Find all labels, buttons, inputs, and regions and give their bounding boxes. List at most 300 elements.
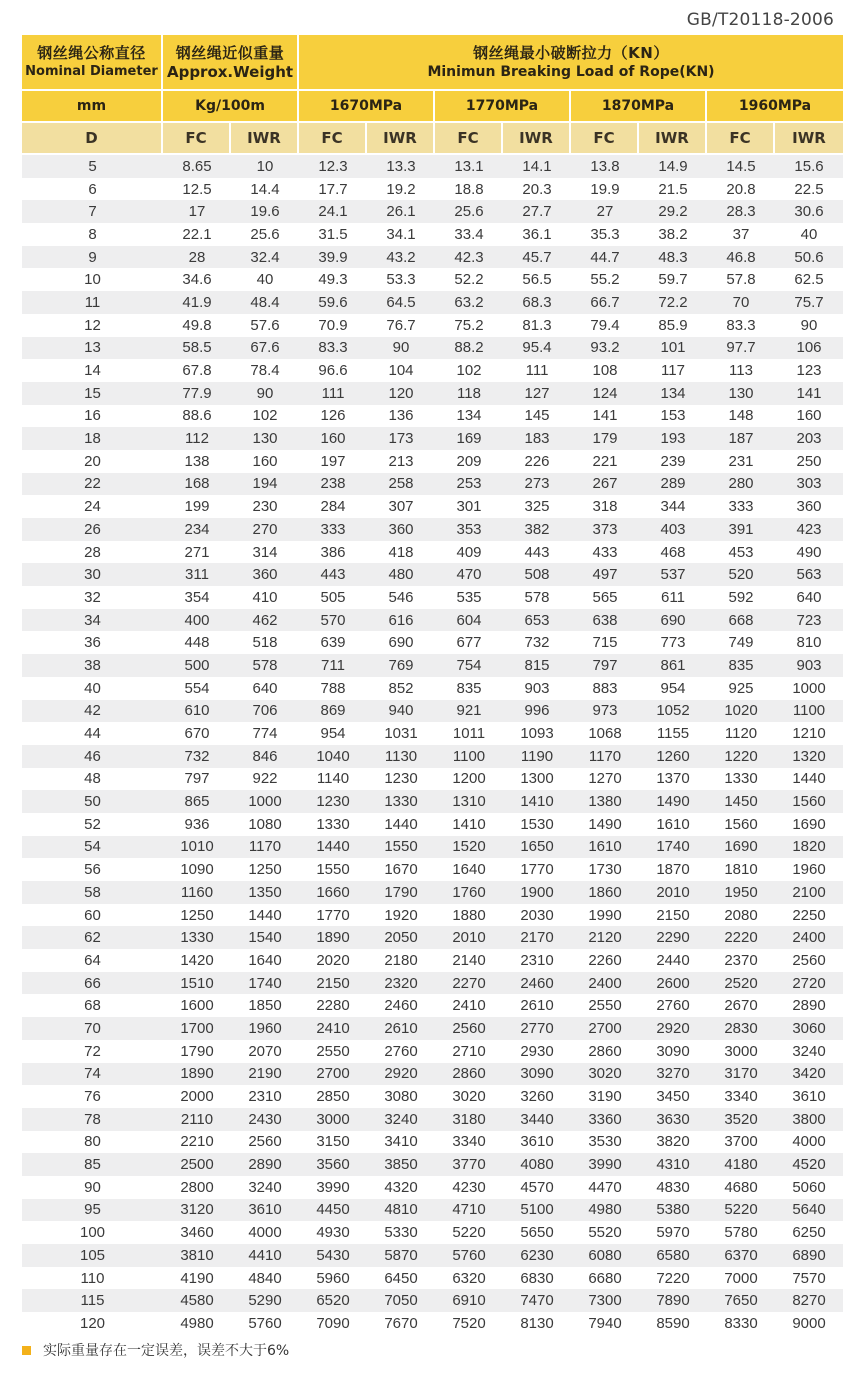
- value-cell: 2250: [775, 904, 843, 927]
- value-cell: 4520: [775, 1153, 843, 1176]
- value-cell: 70: [707, 291, 775, 314]
- value-cell: 3530: [571, 1131, 639, 1154]
- diameter-header-zh: 钢丝绳公称直径: [37, 44, 146, 62]
- diameter-cell: 110: [22, 1267, 163, 1290]
- value-cell: 183: [503, 427, 571, 450]
- value-cell: 2210: [163, 1131, 231, 1154]
- value-cell: 2170: [503, 926, 571, 949]
- value-cell: 639: [299, 631, 367, 654]
- value-cell: 1790: [163, 1040, 231, 1063]
- value-cell: 1440: [231, 904, 299, 927]
- value-cell: 1880: [435, 904, 503, 927]
- table-body: [22, 155, 843, 1335]
- diameter-cell: 52: [22, 813, 163, 836]
- value-cell: 5220: [707, 1199, 775, 1222]
- value-cell: 2110: [163, 1108, 231, 1131]
- value-cell: 33.4: [435, 223, 503, 246]
- value-cell: 1440: [299, 836, 367, 859]
- value-cell: 303: [775, 473, 843, 496]
- value-cell: 90: [775, 314, 843, 337]
- value-cell: 1270: [571, 768, 639, 791]
- value-cell: 1440: [367, 813, 435, 836]
- value-cell: 2050: [367, 926, 435, 949]
- value-cell: 1052: [639, 700, 707, 723]
- value-cell: 1250: [231, 858, 299, 881]
- value-cell: 3560: [299, 1153, 367, 1176]
- value-cell: 7050: [367, 1289, 435, 1312]
- value-cell: 1560: [707, 813, 775, 836]
- value-cell: 130: [707, 382, 775, 405]
- value-cell: 325: [503, 495, 571, 518]
- value-cell: 835: [435, 677, 503, 700]
- value-cell: 2860: [435, 1063, 503, 1086]
- value-cell: 2550: [571, 994, 639, 1017]
- value-cell: 27: [571, 200, 639, 223]
- value-cell: 46.8: [707, 246, 775, 269]
- value-cell: 314: [231, 541, 299, 564]
- value-cell: 592: [707, 586, 775, 609]
- value-cell: 2180: [367, 949, 435, 972]
- value-cell: 2020: [299, 949, 367, 972]
- value-cell: 1760: [435, 881, 503, 904]
- value-cell: 333: [299, 518, 367, 541]
- value-cell: 2560: [435, 1017, 503, 1040]
- value-cell: 410: [231, 586, 299, 609]
- value-cell: 4000: [231, 1221, 299, 1244]
- value-cell: 535: [435, 586, 503, 609]
- value-cell: 67.8: [163, 359, 231, 382]
- value-cell: 3240: [775, 1040, 843, 1063]
- value-cell: 2500: [163, 1153, 231, 1176]
- value-cell: 5650: [503, 1221, 571, 1244]
- value-cell: 35.3: [571, 223, 639, 246]
- col-weight-fc: FC: [163, 123, 231, 155]
- value-cell: 267: [571, 473, 639, 496]
- table-row: [22, 813, 843, 836]
- value-cell: 2460: [503, 972, 571, 995]
- diameter-cell: 18: [22, 427, 163, 450]
- value-cell: 34.1: [367, 223, 435, 246]
- value-cell: 6370: [707, 1244, 775, 1267]
- value-cell: 616: [367, 609, 435, 632]
- value-cell: 883: [571, 677, 639, 700]
- diameter-cell: 30: [22, 563, 163, 586]
- value-cell: 578: [503, 586, 571, 609]
- diameter-cell: 95: [22, 1199, 163, 1222]
- value-cell: 3630: [639, 1108, 707, 1131]
- value-cell: 1068: [571, 722, 639, 745]
- value-cell: 638: [571, 609, 639, 632]
- col-1960-iwr: IWR: [775, 123, 843, 155]
- value-cell: 3520: [707, 1108, 775, 1131]
- value-cell: 1960: [231, 1017, 299, 1040]
- table-row: [22, 858, 843, 881]
- table-row: [22, 768, 843, 791]
- value-cell: 230: [231, 495, 299, 518]
- value-cell: 537: [639, 563, 707, 586]
- value-cell: 1031: [367, 722, 435, 745]
- table-row: [22, 178, 843, 201]
- value-cell: 20.8: [707, 178, 775, 201]
- value-cell: 197: [299, 450, 367, 473]
- value-cell: 1510: [163, 972, 231, 995]
- value-cell: 40: [231, 268, 299, 291]
- value-cell: 301: [435, 495, 503, 518]
- value-cell: 2700: [571, 1017, 639, 1040]
- value-cell: 83.3: [707, 314, 775, 337]
- table-row: [22, 427, 843, 450]
- table-row: [22, 155, 843, 178]
- value-cell: 690: [639, 609, 707, 632]
- col-1770-iwr: IWR: [503, 123, 571, 155]
- value-cell: 289: [639, 473, 707, 496]
- value-cell: 160: [231, 450, 299, 473]
- table-row: [22, 631, 843, 654]
- diameter-cell: 62: [22, 926, 163, 949]
- table-row: [22, 563, 843, 586]
- value-cell: 2800: [163, 1176, 231, 1199]
- value-cell: 2400: [775, 926, 843, 949]
- value-cell: 29.2: [639, 200, 707, 223]
- value-cell: 138: [163, 450, 231, 473]
- diameter-cell: 20: [22, 450, 163, 473]
- value-cell: 148: [707, 405, 775, 428]
- value-cell: 1700: [163, 1017, 231, 1040]
- value-cell: 3820: [639, 1131, 707, 1154]
- value-cell: 43.2: [367, 246, 435, 269]
- col-d: D: [22, 123, 163, 155]
- value-cell: 3990: [299, 1176, 367, 1199]
- value-cell: 360: [775, 495, 843, 518]
- value-cell: 15.6: [775, 155, 843, 178]
- value-cell: 17: [163, 200, 231, 223]
- value-cell: 66.7: [571, 291, 639, 314]
- value-cell: 3990: [571, 1153, 639, 1176]
- diameter-cell: 5: [22, 155, 163, 178]
- value-cell: 1900: [503, 881, 571, 904]
- value-cell: 468: [639, 541, 707, 564]
- value-cell: 21.5: [639, 178, 707, 201]
- value-cell: 2150: [639, 904, 707, 927]
- value-cell: 3260: [503, 1085, 571, 1108]
- value-cell: 120: [367, 382, 435, 405]
- table-row: [22, 246, 843, 269]
- value-cell: 2370: [707, 949, 775, 972]
- col-1960-fc: FC: [707, 123, 775, 155]
- diameter-cell: 12: [22, 314, 163, 337]
- value-cell: 3850: [367, 1153, 435, 1176]
- value-cell: 443: [299, 563, 367, 586]
- value-cell: 418: [367, 541, 435, 564]
- value-cell: 1420: [163, 949, 231, 972]
- value-cell: 1410: [503, 790, 571, 813]
- grade-1960: 1960MPa: [707, 91, 843, 123]
- value-cell: 118: [435, 382, 503, 405]
- value-cell: 64.5: [367, 291, 435, 314]
- value-cell: 169: [435, 427, 503, 450]
- value-cell: 3270: [639, 1063, 707, 1086]
- diameter-cell: 44: [22, 722, 163, 745]
- value-cell: 39.9: [299, 246, 367, 269]
- value-cell: 1440: [775, 768, 843, 791]
- value-cell: 4980: [571, 1199, 639, 1222]
- value-cell: 77.9: [163, 382, 231, 405]
- value-cell: 1730: [571, 858, 639, 881]
- value-cell: 3090: [639, 1040, 707, 1063]
- value-cell: 3090: [503, 1063, 571, 1086]
- value-cell: 1230: [367, 768, 435, 791]
- diameter-cell: 24: [22, 495, 163, 518]
- value-cell: 12.3: [299, 155, 367, 178]
- value-cell: 1120: [707, 722, 775, 745]
- table-row: [22, 722, 843, 745]
- value-cell: 78.4: [231, 359, 299, 382]
- value-cell: 1000: [231, 790, 299, 813]
- value-cell: 4470: [571, 1176, 639, 1199]
- value-cell: 774: [231, 722, 299, 745]
- value-cell: 3190: [571, 1085, 639, 1108]
- value-cell: 123: [775, 359, 843, 382]
- value-cell: 13.8: [571, 155, 639, 178]
- value-cell: 42.3: [435, 246, 503, 269]
- value-cell: 1170: [571, 745, 639, 768]
- value-cell: 49.8: [163, 314, 231, 337]
- value-cell: 136: [367, 405, 435, 428]
- value-cell: 79.4: [571, 314, 639, 337]
- value-cell: 5970: [639, 1221, 707, 1244]
- value-cell: 2710: [435, 1040, 503, 1063]
- table-row: [22, 972, 843, 995]
- table-row: [22, 1221, 843, 1244]
- value-cell: 1160: [163, 881, 231, 904]
- diameter-cell: 15: [22, 382, 163, 405]
- value-cell: 250: [775, 450, 843, 473]
- table-row: [22, 745, 843, 768]
- value-cell: 1530: [503, 813, 571, 836]
- value-cell: 26.1: [367, 200, 435, 223]
- value-cell: 14.9: [639, 155, 707, 178]
- value-cell: 2070: [231, 1040, 299, 1063]
- value-cell: 2930: [503, 1040, 571, 1063]
- value-cell: 3180: [435, 1108, 503, 1131]
- table-row: [22, 654, 843, 677]
- diameter-cell: 38: [22, 654, 163, 677]
- value-cell: 6680: [571, 1267, 639, 1290]
- value-cell: 7650: [707, 1289, 775, 1312]
- value-cell: 2550: [299, 1040, 367, 1063]
- value-cell: 1080: [231, 813, 299, 836]
- value-cell: 113: [707, 359, 775, 382]
- value-cell: 9000: [775, 1312, 843, 1335]
- value-cell: 2320: [367, 972, 435, 995]
- value-cell: 554: [163, 677, 231, 700]
- value-cell: 4310: [639, 1153, 707, 1176]
- value-cell: 8.65: [163, 155, 231, 178]
- value-cell: 57.8: [707, 268, 775, 291]
- table-row: [22, 223, 843, 246]
- value-cell: 8130: [503, 1312, 571, 1335]
- value-cell: 59.6: [299, 291, 367, 314]
- value-cell: 448: [163, 631, 231, 654]
- value-cell: 1960: [775, 858, 843, 881]
- value-cell: 19.6: [231, 200, 299, 223]
- value-cell: 797: [163, 768, 231, 791]
- value-cell: 19.9: [571, 178, 639, 201]
- value-cell: 160: [299, 427, 367, 450]
- value-cell: 1190: [503, 745, 571, 768]
- value-cell: 1140: [299, 768, 367, 791]
- value-cell: 903: [775, 654, 843, 677]
- value-cell: 2560: [775, 949, 843, 972]
- value-cell: 102: [231, 405, 299, 428]
- table-row: [22, 1040, 843, 1063]
- col-1670-iwr: IWR: [367, 123, 435, 155]
- value-cell: 75.7: [775, 291, 843, 314]
- value-cell: 5640: [775, 1199, 843, 1222]
- value-cell: 480: [367, 563, 435, 586]
- value-cell: 5330: [367, 1221, 435, 1244]
- value-cell: 815: [503, 654, 571, 677]
- diameter-cell: 58: [22, 881, 163, 904]
- value-cell: 7570: [775, 1267, 843, 1290]
- value-cell: 3450: [639, 1085, 707, 1108]
- value-cell: 95.4: [503, 337, 571, 360]
- diameter-header: [22, 35, 163, 91]
- value-cell: 12.5: [163, 178, 231, 201]
- value-cell: 373: [571, 518, 639, 541]
- value-cell: 28: [163, 246, 231, 269]
- value-cell: 203: [775, 427, 843, 450]
- value-cell: 5060: [775, 1176, 843, 1199]
- value-cell: 36.1: [503, 223, 571, 246]
- note-bullet-icon: [22, 1346, 31, 1355]
- diameter-cell: 46: [22, 745, 163, 768]
- value-cell: 4190: [163, 1267, 231, 1290]
- table-row: [22, 1176, 843, 1199]
- diameter-cell: 66: [22, 972, 163, 995]
- value-cell: 344: [639, 495, 707, 518]
- value-cell: 670: [163, 722, 231, 745]
- value-cell: 354: [163, 586, 231, 609]
- value-cell: 141: [775, 382, 843, 405]
- value-cell: 1920: [367, 904, 435, 927]
- value-cell: 234: [163, 518, 231, 541]
- value-cell: 134: [435, 405, 503, 428]
- value-cell: 85.9: [639, 314, 707, 337]
- value-cell: 231: [707, 450, 775, 473]
- value-cell: 5870: [367, 1244, 435, 1267]
- value-cell: 127: [503, 382, 571, 405]
- value-cell: 1990: [571, 904, 639, 927]
- footnote-text: 实际重量存在一定误差，误差不大于6%: [43, 1343, 290, 1359]
- table-row: [22, 1063, 843, 1086]
- value-cell: 81.3: [503, 314, 571, 337]
- value-cell: 130: [231, 427, 299, 450]
- value-cell: 677: [435, 631, 503, 654]
- value-cell: 3420: [775, 1063, 843, 1086]
- value-cell: 1040: [299, 745, 367, 768]
- value-cell: 6230: [503, 1244, 571, 1267]
- value-cell: 706: [231, 700, 299, 723]
- value-cell: 1000: [775, 677, 843, 700]
- value-cell: 773: [639, 631, 707, 654]
- table-row: [22, 1153, 843, 1176]
- value-cell: 1300: [503, 768, 571, 791]
- value-cell: 68.3: [503, 291, 571, 314]
- value-cell: 546: [367, 586, 435, 609]
- diameter-cell: 36: [22, 631, 163, 654]
- table-row: [22, 609, 843, 632]
- value-cell: 391: [707, 518, 775, 541]
- value-cell: 578: [231, 654, 299, 677]
- table-row: [22, 473, 843, 496]
- table-row: [22, 1312, 843, 1335]
- diameter-cell: 8: [22, 223, 163, 246]
- value-cell: 1155: [639, 722, 707, 745]
- diameter-cell: 120: [22, 1312, 163, 1335]
- value-cell: 83.3: [299, 337, 367, 360]
- value-cell: 7940: [571, 1312, 639, 1335]
- diameter-cell: 60: [22, 904, 163, 927]
- footnote: [22, 1340, 289, 1360]
- value-cell: 3000: [707, 1040, 775, 1063]
- value-cell: 3410: [367, 1131, 435, 1154]
- value-cell: 45.7: [503, 246, 571, 269]
- value-cell: 6450: [367, 1267, 435, 1290]
- value-cell: 1610: [571, 836, 639, 859]
- value-cell: 869: [299, 700, 367, 723]
- value-cell: 423: [775, 518, 843, 541]
- value-cell: 563: [775, 563, 843, 586]
- diameter-cell: 85: [22, 1153, 163, 1176]
- value-cell: 1350: [231, 881, 299, 904]
- value-cell: 3150: [299, 1131, 367, 1154]
- col-1870-fc: FC: [571, 123, 639, 155]
- table-row: [22, 495, 843, 518]
- diameter-cell: 42: [22, 700, 163, 723]
- value-cell: 1320: [775, 745, 843, 768]
- value-cell: 1200: [435, 768, 503, 791]
- value-cell: 497: [571, 563, 639, 586]
- value-cell: 1850: [231, 994, 299, 1017]
- value-cell: 2030: [503, 904, 571, 927]
- value-cell: 788: [299, 677, 367, 700]
- weight-header: [163, 35, 299, 91]
- value-cell: 723: [775, 609, 843, 632]
- value-cell: 2440: [639, 949, 707, 972]
- table-row: [22, 337, 843, 360]
- value-cell: 70.9: [299, 314, 367, 337]
- value-cell: 63.2: [435, 291, 503, 314]
- value-cell: 67.6: [231, 337, 299, 360]
- value-cell: 93.2: [571, 337, 639, 360]
- value-cell: 3240: [367, 1108, 435, 1131]
- table-row: [22, 1108, 843, 1131]
- value-cell: 75.2: [435, 314, 503, 337]
- value-cell: 2310: [503, 949, 571, 972]
- value-cell: 690: [367, 631, 435, 654]
- value-cell: 32.4: [231, 246, 299, 269]
- value-cell: 108: [571, 359, 639, 382]
- value-cell: 353: [435, 518, 503, 541]
- value-cell: 2830: [707, 1017, 775, 1040]
- value-cell: 4840: [231, 1267, 299, 1290]
- diameter-cell: 72: [22, 1040, 163, 1063]
- value-cell: 8270: [775, 1289, 843, 1312]
- value-cell: 3000: [299, 1108, 367, 1131]
- value-cell: 1330: [163, 926, 231, 949]
- value-cell: 4830: [639, 1176, 707, 1199]
